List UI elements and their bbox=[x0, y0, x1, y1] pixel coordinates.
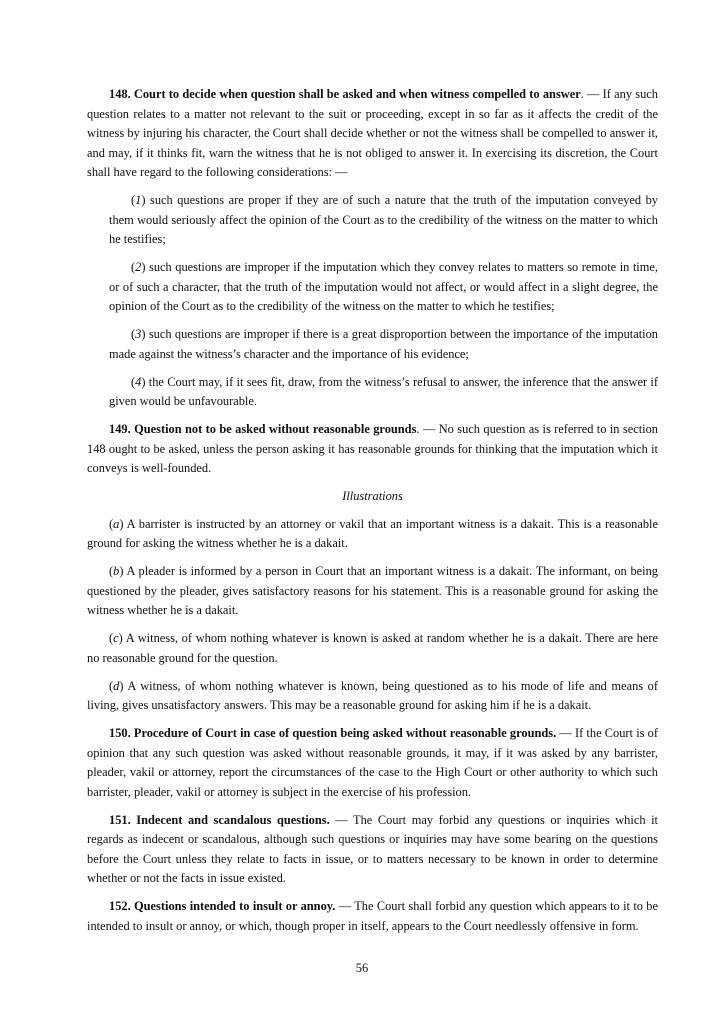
illustration-d: (d) A witness, of whom nothing whatever is known, being questioned as to his mode of life and means of living, gives unsatisfactory answers. This may be a reasonable ground for asking him if he is a dakait. bbox=[87, 678, 658, 712]
illustration-text: A pleader is informed by a person in Court that an important witness is a dakait. The informant, on being questioned by the pleader, gives satisfactory reasons for his statement. This is a reasonable ground for asking the witness whether he is a dakait. bbox=[87, 564, 658, 617]
section-149-text: . — No such question as is referred to in section 148 ought to be asked, unless the person asking it has reasonable grounds for thinking that the imputation which it conveys is well-founded. bbox=[87, 422, 658, 475]
illustration-c: (c) A witness, of whom nothing whatever is known is asked at random whether he is a dakait. There are here no reasonable ground for the question. bbox=[87, 631, 658, 665]
clause-number: 1 bbox=[135, 193, 142, 207]
illustration-text: A witness, of whom nothing whatever is known, being questioned as to his mode of life and means of living, gives unsatisfactory answers. This may be a reasonable ground for asking him if he is a dakait. bbox=[87, 678, 658, 712]
illustrations-heading: Illustrations bbox=[342, 489, 403, 503]
illustration-text: A barrister is instructed by an attorney or vakil that an important witness is a dakait. This is a reasonable ground for asking the witness whether he is a dakait. bbox=[87, 516, 658, 550]
section-148-clause-1: (1) such questions are proper if they are of such a nature that the truth of the imputation conveyed by them would seriously affect the opinion of the Court as to the credibility of the witness on the matter to which he testifies; bbox=[109, 193, 658, 246]
clause-text: such questions are proper if they are of such a nature that the truth of the imputation conveyed by them would seriously affect the opinion of the Court as to the credibility of the witness on the matter to which he testifies; bbox=[109, 193, 658, 246]
page-number: 56 bbox=[355, 961, 369, 975]
clause-number: 2 bbox=[135, 260, 142, 274]
section-149 bbox=[87, 420, 658, 479]
clause-text: such questions are improper if there is a great disproportion between the importance of the imputation made against the witness’s character and the importance of his evidence; bbox=[109, 327, 658, 361]
section-150-text: — If the Court is of opinion that any such question was asked without reasonable grounds, it may, if it was asked by any barrister, pleader, vakil or attorney, report the circumstances of the case to the High Court or other authority to which such barrister, pleader, vakil or attorney is subject in the exercise of his profession. bbox=[87, 726, 658, 799]
illustration-text: A witness, of whom nothing whatever is known is asked at random whether he is a dakait. There are here no reasonable ground for the question. bbox=[87, 631, 658, 665]
illustration-b: (b) A pleader is informed by a person in Court that an important witness is a dakait. The informant, on being questioned by the pleader, gives satisfactory reasons for his statement. This is a reasonable ground for asking the witness whether he is a dakait. bbox=[87, 564, 658, 617]
document-body bbox=[87, 85, 658, 945]
illustration-letter: b bbox=[113, 564, 120, 578]
clause-text: the Court may, if it sees fit, draw, from the witness’s refusal to answer, the inference that the answer if given would be unfavourable. bbox=[109, 374, 658, 408]
section-148-clause-4: (4) the Court may, if it sees fit, draw, from the witness’s refusal to answer, the inference that the answer if given would be unfavourable. bbox=[109, 374, 658, 408]
section-148-clause-3: (3) such questions are improper if there is a great disproportion between the importance of the imputation made against the witness’s character and the importance of his evidence; bbox=[109, 327, 658, 361]
section-151-heading: 151. Indecent and scandalous questions. bbox=[109, 812, 330, 827]
section-148-heading: 148. Court to decide when question shall be asked and when witness compelled to answer bbox=[109, 87, 581, 101]
section-151 bbox=[87, 811, 658, 889]
section-151-text: — The Court may forbid any questions or inquiries which it regards as indecent or scandalous, although such questions or inquiries may have some bearing on the questions before the Court unless they relate to facts in issue, or to matters necessary to be known in order to determine whether or not the facts in issue existed. bbox=[87, 812, 658, 885]
illustration-letter: d bbox=[113, 678, 120, 693]
illustration-letter: c bbox=[113, 631, 119, 645]
clause-text: such questions are improper if the imputation which they convey relates to matters so remote in time, or of such a character, that the truth of the imputation would not affect, or would affect in a slight degree, the opinion of the Court as to the credibility of the witness on the matter to which he testifies; bbox=[109, 260, 658, 313]
section-150 bbox=[87, 724, 658, 802]
section-152-heading: 152. Questions intended to insult or annoy. bbox=[109, 899, 336, 913]
clause-number: 3 bbox=[135, 327, 142, 341]
section-149-heading: 149. Question not to be asked without reasonable grounds bbox=[109, 422, 417, 436]
illustration-a: (a) A barrister is instructed by an attorney or vakil that an important witness is a dakait. This is a reasonable ground for asking the witness whether he is a dakait. bbox=[87, 516, 658, 550]
clause-number: 4 bbox=[135, 374, 142, 389]
section-152 bbox=[87, 897, 658, 936]
section-148 bbox=[87, 85, 658, 183]
section-148-clause-2: (2) such questions are improper if the imputation which they convey relates to matters so remote in time, or of such a character, that the truth of the imputation would not affect, or would affect in a slight degree, the opinion of the Court as to the credibility of the witness on the matter to which he testifies; bbox=[109, 260, 658, 313]
section-152-text: — The Court shall forbid any question which appears to it to be intended to insult or annoy, or which, though proper in itself, appears to the Court needlessly offensive in form. bbox=[87, 899, 658, 933]
section-150-heading: 150. Procedure of Court in case of question being asked without reasonable grounds. bbox=[109, 726, 557, 740]
illustration-letter: a bbox=[113, 516, 120, 531]
section-148-text: . — If any such question relates to a matter not relevant to the suit or proceeding, except in so far as it affects the credit of the witness by injuring his character, the Court shall decide whether or not the witness shall be compelled to answer it, and may, if it thinks fit, warn the witness that he is not obliged to answer it. In exercising its discretion, the Court shall have regard to the following considerations: — bbox=[87, 87, 658, 179]
